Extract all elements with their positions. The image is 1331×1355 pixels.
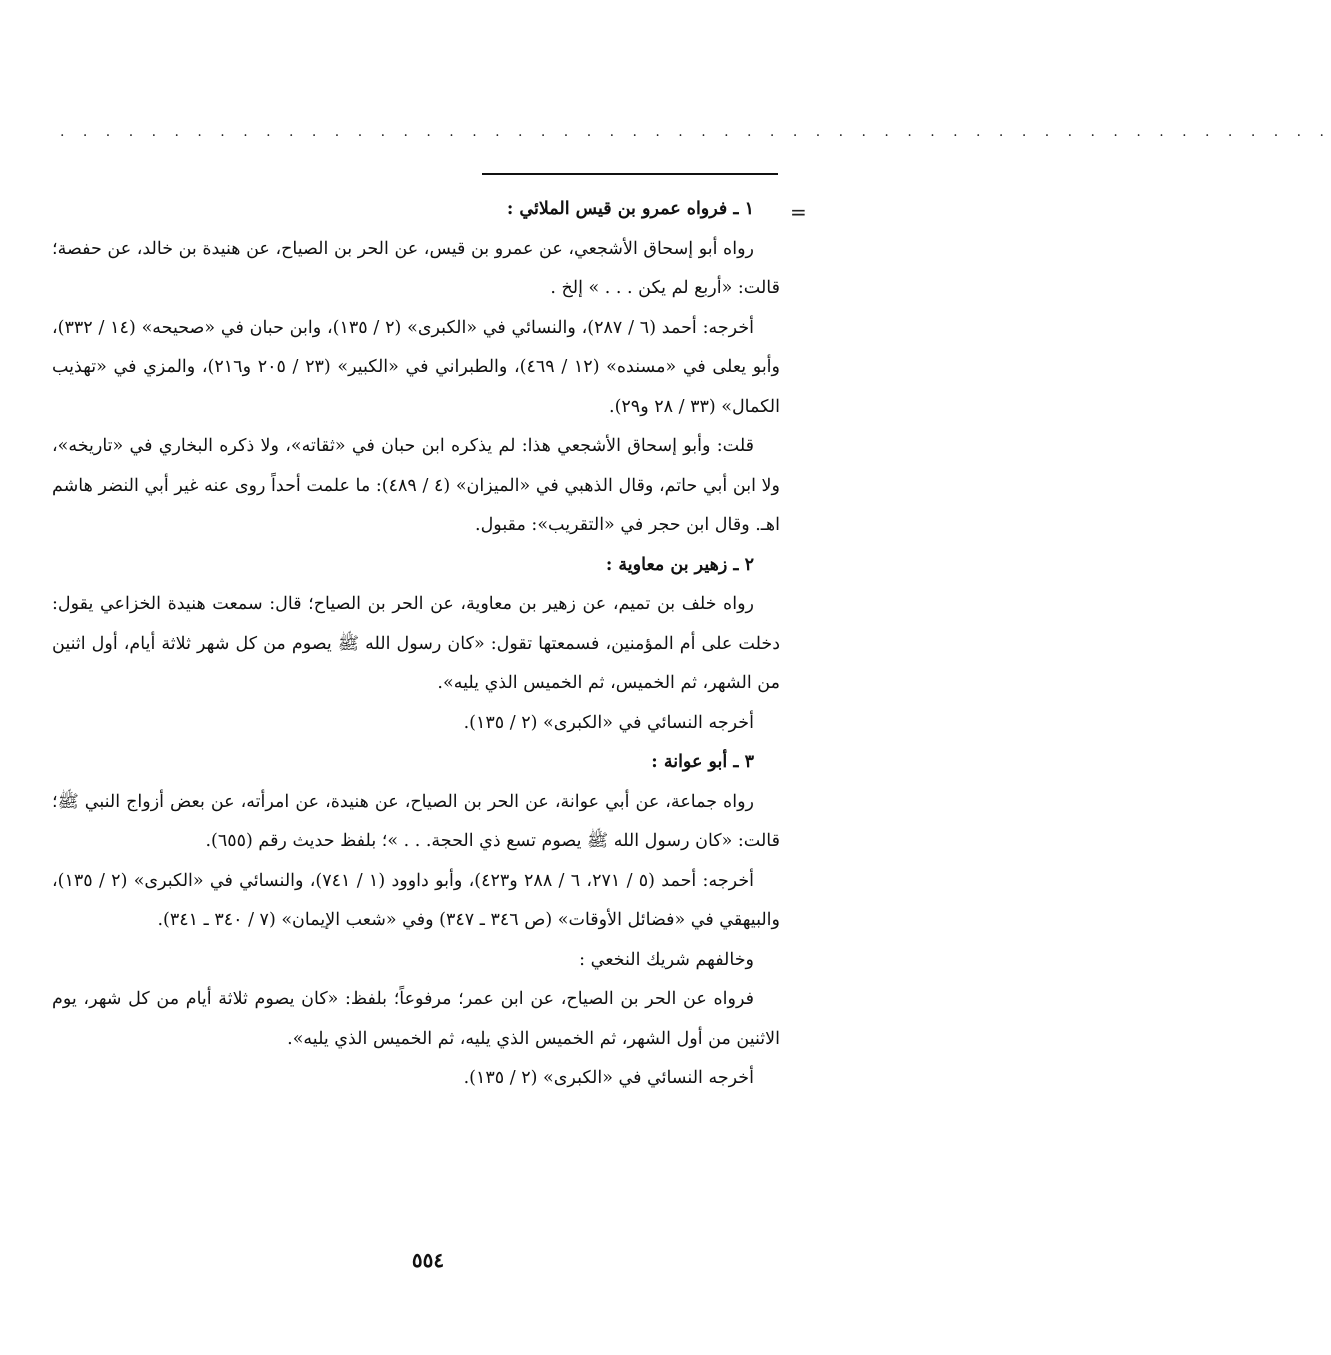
paragraph-narration-2: رواه خلف بن تميم، عن زهير بن معاوية، عن الحر بن الصياح؛ قال: سمعت هنيدة الخزاعي يقول: دخلت على أم المؤمنين، فسمعتها تقول: «كان رسول الله ﷺ يصوم من كل شهر ثلاثة أيام، أول اثنين من الشهر، ثم الخميس، ثم الخميس الذي يليه».: [52, 594, 780, 693]
paragraph-narration-1: رواه أبو إسحاق الأشجعي، عن عمرو بن قيس، عن الحر بن الصياح، عن هنيدة بن خالد، عن حفصة؛ قالت: «أربع لم يكن . . . » إلخ .: [52, 238, 780, 298]
continuation-mark: =: [790, 200, 807, 224]
section-heading-2: ٢ ـ زهير بن معاوية :: [605, 554, 754, 575]
paragraph-takhrij-3: أخرجه: أحمد (٥ / ٢٧١، ٦ / ٢٨٨ و٤٢٣)، وأبو داوود (١ / ٧٤١)، والنسائي في «الكبرى» (٢ / ١٣٥)، والبيهقي في «فضائل الأوقات» (ص ٣٤٦ ـ ٣٤٧) وفي «شعب الإيمان» (٧ / ٣٤٠ ـ ٣٤١).: [52, 870, 780, 930]
paragraph-comment: قلت: وأبو إسحاق الأشجعي هذا: لم يذكره ابن حبان في «ثقاته»، ولا ذكره البخاري في «تاريخه»، ولا ابن أبي حاتم، وقال الذهبي في «الميزان» (٤ / ٤٨٩): ما علمت أحداً روى عنه غير أبي النضر هاشم اهـ. وقال ابن حجر في «التقريب»: مقبول.: [52, 436, 780, 535]
footnote-body: [52, 190, 780, 1099]
paragraph-narration-4: فرواه عن الحر بن الصياح، عن ابن عمر؛ مرفوعاً؛ بلفظ: «كان يصوم ثلاثة أيام من كل شهر، يوم الاثنين من أول الشهر، ثم الخميس الذي يليه، ثم الخميس الذي يليه».: [52, 989, 780, 1049]
paragraph-takhrij-1: أخرجه: أحمد (٦ / ٢٨٧)، والنسائي في «الكبرى» (٢ / ١٣٥)، وابن حبان في «صحيحه» (١٤ / ٣٣٢)، وأبو يعلى في «مسنده» (١٢ / ٤٦٩)، والطبراني في «الكبير» (٢٣ / ٢٠٥ و٢١٦)، والمزي في «تهذيب الكمال» (٣٣ / ٢٨ و٢٩).: [52, 317, 780, 417]
section-heading-3: ٣ ـ أبو عوانة :: [651, 752, 754, 772]
section-heading-1: ١ ـ فرواه عمرو بن قيس الملائي :: [506, 199, 754, 219]
paragraph-takhrij-4: أخرجه النسائي في «الكبرى» (٢ / ١٣٥).: [463, 1068, 754, 1088]
paragraph-narration-3: رواه جماعة، عن أبي عوانة، عن الحر بن الصياح، عن هنيدة، عن امرأته، عن بعض أزواج النبي ﷺ؛ قالت: «كان رسول الله ﷺ يصوم تسع ذي الحجة. . . »؛ بلفظ حديث رقم (٦٥٥).: [52, 791, 780, 851]
footnote-separator-rule: [482, 173, 778, 175]
paragraph-takhrij-2: أخرجه النسائي في «الكبرى» (٢ / ١٣٥).: [463, 712, 754, 733]
top-dotted-line: . . . . . . . . . . . . . . . . . . . . . . . . . . . . . . . . . . . . . . . . . . . . . . . . . . . . . . . .: [60, 124, 1331, 140]
paragraph-dissent-heading: وخالفهم شريك النخعي :: [579, 949, 754, 970]
page-number: ٥٥٤: [411, 1248, 445, 1272]
